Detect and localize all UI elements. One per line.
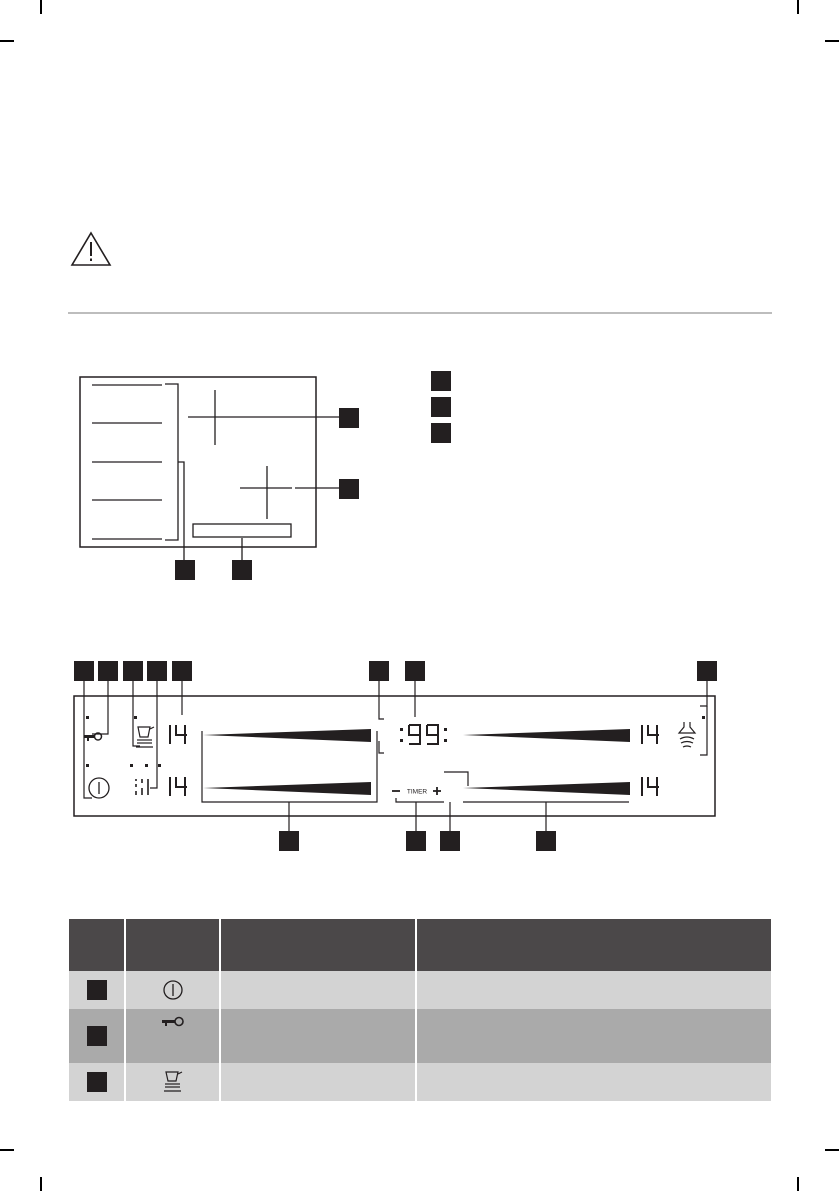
legend-badge (431, 371, 451, 391)
crop-mark-bottom-left (0, 1149, 14, 1151)
legend-badge (431, 423, 451, 443)
cooktop-layout-diagram (60, 360, 380, 585)
row-badge (87, 980, 107, 1000)
crop-mark-top-right (825, 40, 839, 42)
crop-mark-top-left (0, 40, 14, 42)
table-row (69, 1063, 771, 1101)
row-badge (87, 1026, 107, 1046)
symbols-table (69, 919, 771, 1101)
table-cell-function (220, 971, 416, 1009)
svg-text:TIMER: TIMER (406, 788, 428, 796)
section-divider (68, 312, 772, 314)
power-icon (162, 979, 184, 1001)
table-cell-description (416, 1063, 771, 1101)
control-panel-diagram (60, 655, 740, 860)
crop-mark-bottom-right (825, 1149, 839, 1151)
table-cell-description (416, 971, 771, 1009)
legend-badge (431, 397, 451, 417)
pot-on-hob-icon (161, 1069, 185, 1095)
hood-icon (679, 722, 695, 747)
table-row (69, 1009, 771, 1063)
key-lock-icon (160, 1015, 186, 1029)
crop-mark-top-left-vertical (40, 0, 42, 14)
crop-mark-bottom-right-vertical (797, 1177, 799, 1191)
table-cell-function (220, 1009, 416, 1063)
table-header (220, 919, 416, 971)
row-badge (87, 1072, 107, 1092)
table-cell-description (416, 1009, 771, 1063)
pot-on-hob-icon (136, 727, 154, 747)
power-icon (89, 778, 109, 798)
table-header (125, 919, 220, 971)
table-cell-function (220, 1063, 416, 1101)
table-row (69, 971, 771, 1009)
crop-mark-bottom-left-vertical (40, 1177, 42, 1191)
warning-triangle-icon (70, 231, 112, 267)
table-header (416, 919, 771, 971)
crop-mark-top-right-vertical (797, 0, 799, 14)
booster-icon (136, 779, 148, 795)
table-header (69, 919, 125, 971)
